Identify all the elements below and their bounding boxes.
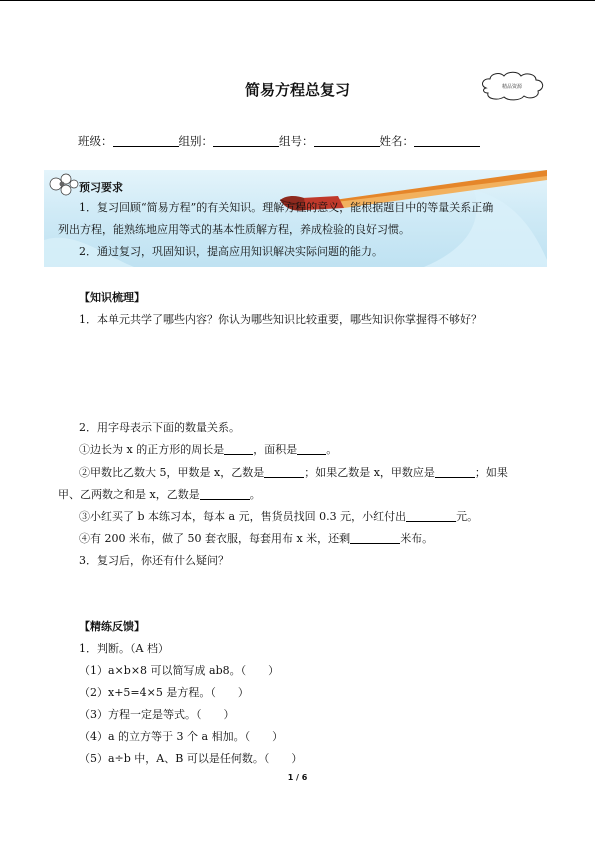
relation-2-cont: 甲、乙两数之和是 x，乙数是 。	[58, 488, 261, 501]
page-number: 1 / 6	[287, 773, 308, 782]
blank-sum-second-number[interactable]	[200, 488, 250, 500]
stamp-text: 精品资源	[501, 84, 523, 90]
preview-item-1-line-1: 1．复习回顾“简易方程”的有关知识。理解方程的意义，能根据题目中的等量关系正确	[79, 201, 494, 214]
knowledge-heading: 【知识梳理】	[79, 291, 145, 304]
practice-heading: 【精练反馈】	[79, 620, 145, 633]
blank-second-number[interactable]	[264, 466, 304, 478]
blank-remaining-cloth[interactable]	[350, 532, 400, 544]
blank-area[interactable]	[297, 443, 326, 455]
judge-item-1: （1）a×b×8 可以简写成 ab8。（ ）	[79, 664, 280, 677]
practice-question-1: 1．判断。（A 档）	[79, 642, 169, 655]
group-no-label: 组号：	[279, 134, 314, 148]
student-info-row	[78, 133, 480, 149]
relation-3: ③小红买了 b 本练习本，每本 a 元，售货员找回 0.3 元，小红付出 元。	[79, 510, 479, 523]
judge-item-2: （2）x+5=4×5 是方程。（ ）	[79, 686, 249, 699]
stamp-cloud-icon	[478, 70, 546, 102]
judge-item-3: （3）方程一定是等式。（ ）	[79, 708, 235, 721]
preview-item-2: 2．通过复习，巩固知识，提高应用知识解决实际问题的能力。	[79, 245, 383, 258]
judge-item-4: （4）a 的立方等于 3 个 a 相加。（ ）	[79, 730, 284, 743]
relation-2: ②甲数比乙数大 5，甲数是 x，乙数是 ；如果乙数是 x，甲数应是 ；如果	[79, 466, 508, 479]
knowledge-question-2: 2．用字母表示下面的数量关系。	[79, 421, 240, 434]
judge-item-5: （5）a÷b 中，A、B 可以是任何数。（ ）	[79, 752, 303, 765]
page-title: 简易方程总复习	[244, 81, 350, 99]
name-label: 姓名：	[379, 134, 414, 148]
group-label: 组别：	[178, 134, 213, 148]
blank-first-number[interactable]	[435, 466, 475, 478]
flower-icon	[50, 174, 78, 195]
blank-paid[interactable]	[406, 510, 456, 522]
class-label: 班级：	[78, 134, 113, 148]
preview-heading: 预习要求	[79, 181, 123, 194]
top-rule	[0, 0, 595, 1]
knowledge-question-3: 3．复习后，你还有什么疑问？	[79, 554, 229, 567]
preview-item-1-line-2: 列出方程，能熟练地应用等式的基本性质解方程，养成检验的良好习惯。	[58, 223, 410, 236]
group-blank[interactable]	[213, 134, 279, 147]
blank-perimeter[interactable]	[224, 443, 253, 455]
class-blank[interactable]	[113, 134, 179, 147]
group-no-blank[interactable]	[314, 134, 380, 147]
relation-1: ①边长为 x 的正方形的周长是 ，面积是 。	[79, 443, 338, 456]
relation-4: ④有 200 米布，做了 50 套衣服，每套用布 x 米，还剩 米布。	[79, 532, 434, 545]
name-blank[interactable]	[414, 134, 480, 147]
knowledge-question-1: 1．本单元共学了哪些内容？你认为哪些知识比较重要，哪些知识你掌握得不够好？	[79, 313, 482, 326]
